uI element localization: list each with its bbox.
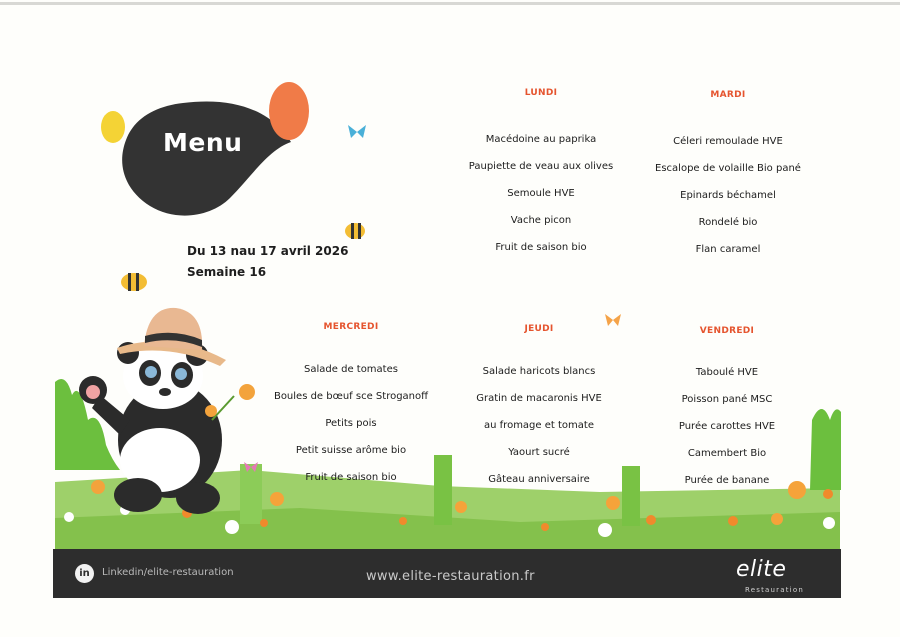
- flower: [823, 517, 835, 529]
- dish: Petit suisse arôme bio: [295, 445, 407, 456]
- flower: [728, 516, 738, 526]
- dish: Boules de bœuf sce Stroganoff: [273, 391, 429, 402]
- brand-logo: elite: [736, 557, 787, 582]
- day-column-mardi: [628, 90, 828, 270]
- yellow-balloon: [101, 111, 125, 143]
- dish: au fromage et tomate: [484, 420, 594, 431]
- dish: Purée de banane: [684, 475, 770, 486]
- menu-bubble: [122, 101, 291, 215]
- flower: [455, 501, 467, 513]
- flower: [225, 520, 239, 534]
- date-range: Du 13 nau 17 avril 2026: [187, 244, 349, 258]
- flower: [260, 519, 268, 527]
- brand-tagline: Restauration: [745, 586, 804, 594]
- day-heading: MERCREDI: [323, 322, 379, 332]
- dish: Céleri remoulade HVE: [673, 136, 783, 147]
- flower: [771, 513, 783, 525]
- dish: Flan caramel: [695, 244, 761, 255]
- dish-list: [628, 135, 828, 270]
- day-column-mercredi: [251, 322, 451, 498]
- dish: Camembert Bio: [687, 448, 767, 459]
- dish-list: [627, 366, 827, 501]
- website-link[interactable]: www.elite-restauration.fr: [366, 569, 535, 584]
- linkedin-icon[interactable]: in: [75, 564, 94, 583]
- menu-title: Menu: [163, 128, 243, 157]
- dish: Rondelé bio: [698, 217, 758, 228]
- flower: [399, 517, 407, 525]
- day-column-jeudi: [439, 324, 639, 500]
- dish-list: [439, 365, 639, 500]
- date-range-block: [187, 241, 348, 283]
- dish-list: [441, 133, 641, 268]
- bee: [345, 223, 365, 239]
- dish-list: [251, 363, 451, 498]
- dish: Salade de tomates: [304, 364, 398, 375]
- dish: Gratin de macaronis HVE: [476, 393, 602, 404]
- butterfly: [348, 125, 366, 138]
- dish: Escalope de volaille Bio pané: [655, 163, 801, 174]
- day-heading: MARDI: [710, 90, 746, 100]
- dish: Petits pois: [325, 418, 377, 429]
- flower: [64, 512, 74, 522]
- day-column-lundi: [441, 88, 641, 268]
- flower: [541, 523, 549, 531]
- dish: Fruit de saison bio: [495, 242, 587, 253]
- dish: Purée carottes HVE: [678, 421, 776, 432]
- flower: [646, 515, 656, 525]
- dish: Salade haricots blancs: [482, 366, 596, 377]
- orange-balloon: [269, 82, 309, 140]
- dish: Gâteau anniversaire: [488, 474, 590, 485]
- dish: Poisson pané MSC: [681, 394, 773, 405]
- flower: [598, 523, 612, 537]
- bee: [121, 273, 147, 291]
- dish: Semoule HVE: [507, 188, 575, 199]
- footer-bar: [53, 549, 841, 598]
- linkedin-link[interactable]: Linkedin/elite-restauration: [102, 567, 234, 578]
- dish: Epinards béchamel: [680, 190, 776, 201]
- dish: Yaourt sucré: [508, 447, 570, 458]
- week-number: Semaine 16: [187, 265, 267, 279]
- dish: Macédoine au paprika: [485, 134, 597, 145]
- dish: Fruit de saison bio: [305, 472, 397, 483]
- day-heading: LUNDI: [524, 88, 558, 98]
- dish: Taboulé HVE: [695, 367, 759, 378]
- dish: Paupiette de veau aux olives: [468, 161, 614, 172]
- day-heading: JEUDI: [524, 324, 554, 334]
- flower: [91, 480, 105, 494]
- dish: Vache picon: [510, 215, 572, 226]
- day-heading: VENDREDI: [699, 326, 755, 336]
- day-column-vendredi: [627, 326, 827, 501]
